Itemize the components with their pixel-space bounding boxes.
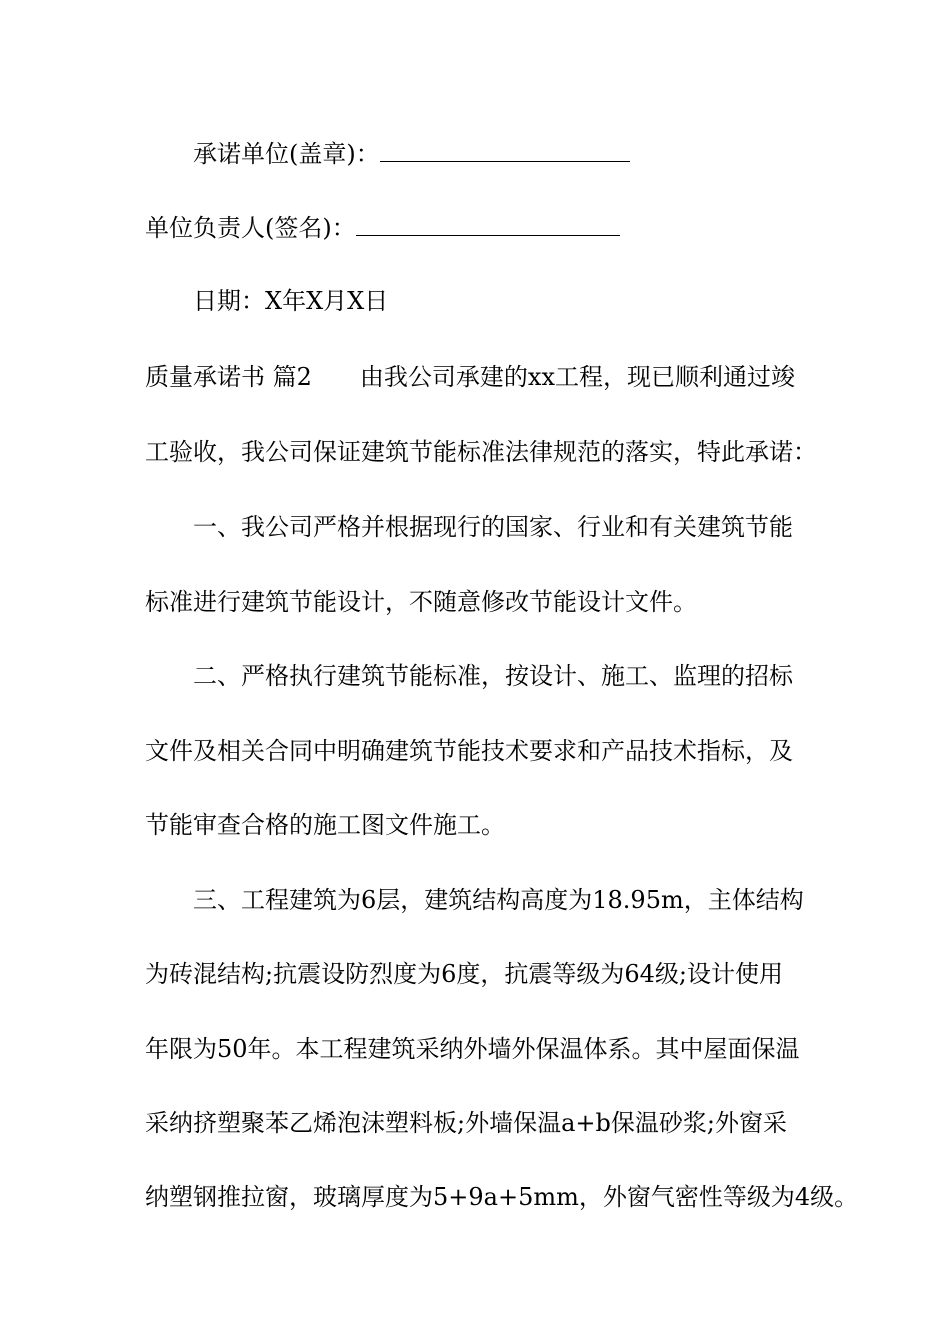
responsible-label: 单位负责人(签名)： (145, 214, 356, 242)
body-line: 文件及相关合同中明确建筑节能技术要求和产品技术指标，及 (145, 737, 793, 765)
body-line: 一、我公司严格并根据现行的国家、行业和有关建筑节能 (193, 513, 793, 541)
body-line: 二、严格执行建筑节能标准，按设计、施工、监理的招标 (193, 662, 793, 690)
body-line: 节能审查合格的施工图文件施工。 (145, 811, 505, 839)
responsible-blank (356, 213, 620, 236)
date-text: 日期：X年X月X日 (193, 287, 389, 315)
body-line: 由我公司承建的xx工程，现已顺利通过竣 (359, 363, 795, 391)
unit-seal-label: 承诺单位(盖章)： (193, 140, 380, 168)
responsible-signature-line (145, 213, 620, 243)
body-line: 工验收，我公司保证建筑节能标准法律规范的落实，特此承诺： (145, 438, 817, 466)
body-line: 标准进行建筑节能设计，不随意修改节能设计文件。 (145, 588, 697, 616)
section-heading: 质量承诺书 篇2 (145, 363, 312, 391)
body-line: 采纳挤塑聚苯乙烯泡沫塑料板;外墙保温a+b保温砂浆;外窗采 (145, 1109, 787, 1137)
unit-seal-line (193, 139, 630, 169)
body-line: 为砖混结构;抗震设防烈度为6度，抗震等级为64级;设计使用 (145, 960, 783, 988)
body-line: 纳塑钢推拉窗，玻璃厚度为5+9a+5mm，外窗气密性等级为4级。 (145, 1183, 859, 1211)
unit-seal-blank (380, 139, 630, 162)
section-heading-line (145, 362, 795, 392)
body-line: 三、工程建筑为6层，建筑结构高度为18.95m，主体结构 (193, 886, 804, 914)
date-line (193, 286, 388, 316)
body-line: 年限为50年。本工程建筑采纳外墙外保温体系。其中屋面保温 (145, 1035, 800, 1063)
